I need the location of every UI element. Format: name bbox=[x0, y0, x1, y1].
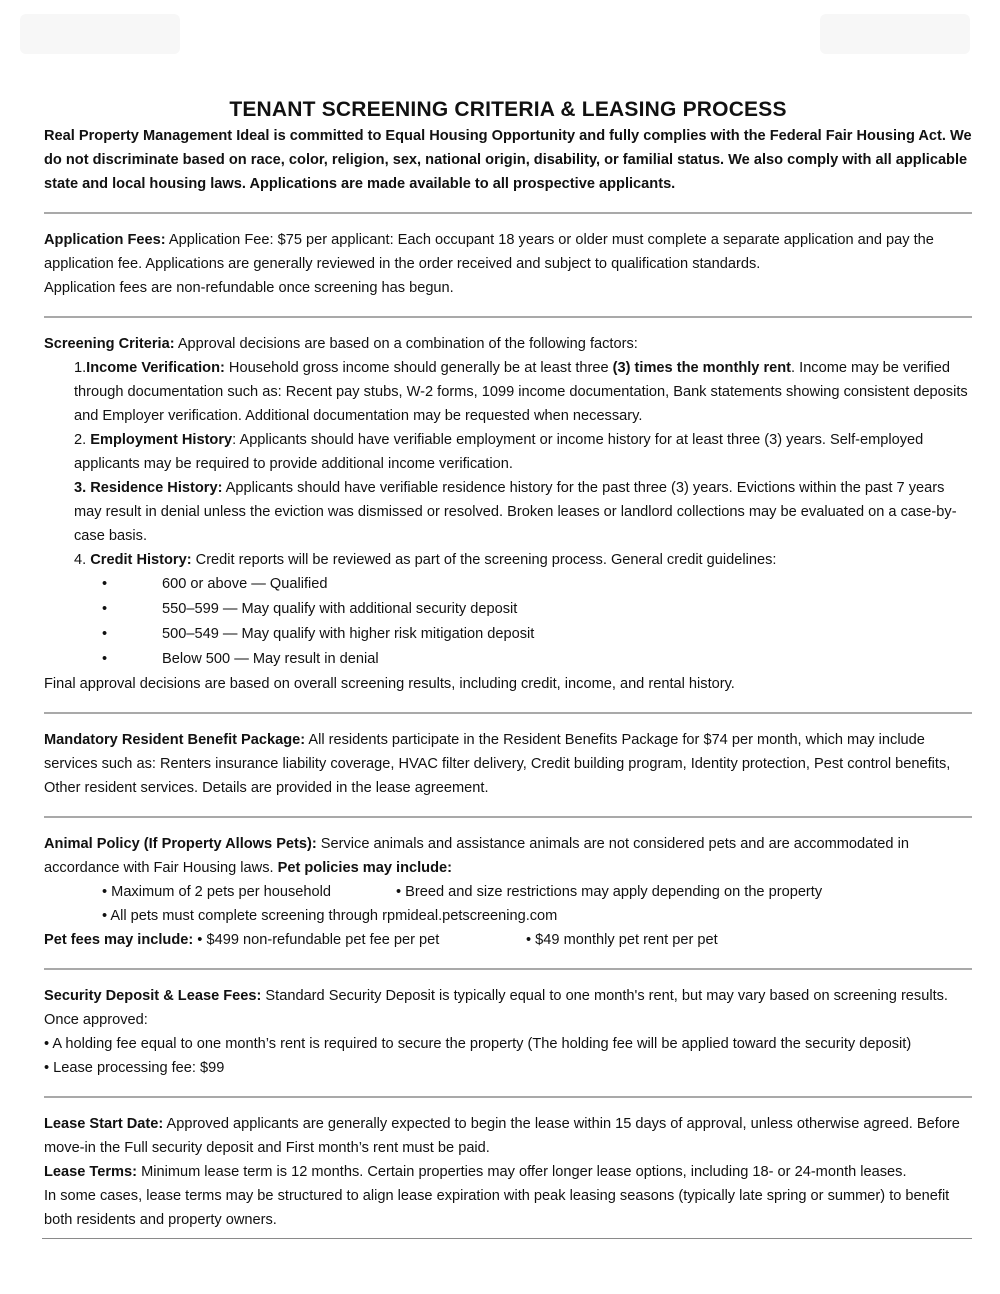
employment-history-item: 2. Employment History: Applicants should have verifiable employment or income history for at least three (3) years. Self-employed applicants may be required to provide additional income verification. bbox=[74, 432, 924, 472]
pet-fees-row: Pet fees may include: • $499 non-refundable pet fee per pet • $49 monthly pet rent per pet bbox=[44, 932, 718, 948]
section-divider bbox=[44, 1096, 972, 1098]
faded-header-left bbox=[20, 14, 180, 54]
document-page bbox=[44, 96, 972, 1239]
security-deposit-label: Security Deposit & Lease Fees: bbox=[44, 988, 262, 1004]
screening-text: Approval decisions are based on a combination of the following factors: bbox=[174, 336, 638, 352]
lease-section: Lease Start Date: Approved applicants are generally expected to begin the lease within 15 days of approval, unless otherwise agreed. Before move-in the Full security deposit and First month’s rent must be paid. Lease Terms: Minimum lease term is 12 months. Certain properties may offer longer lease options, including 18- or 24-month leases. In some cases, lease terms may be structured to align lease expiration with peak leasing seasons (typically late spring or summer) to benefit both residents and property owners. bbox=[44, 1112, 972, 1232]
lease-alignment-note: In some cases, lease terms may be structured to align lease expiration with peak leasing seasons (typically late spring or summer) to benefit both residents and property owners. bbox=[44, 1188, 950, 1228]
application-fees-label: Application Fees: bbox=[44, 232, 166, 248]
bottom-divider bbox=[42, 1238, 972, 1239]
benefit-text: All residents participate in the Resident Benefits Package for $74 per month, which may include services such as: Renters insurance liability coverage, HVAC filter delivery, Credit building program, Identity protection, Pest control benefits, Other resident services. Details are provided in the lease agreement. bbox=[44, 732, 951, 796]
document-title: TENANT SCREENING CRITERIA & LEASING PROCESS bbox=[229, 98, 787, 121]
section-divider bbox=[44, 316, 972, 318]
lease-terms-label: Lease Terms: bbox=[44, 1164, 138, 1180]
list-item: • Below 500 — May result in denial bbox=[44, 647, 972, 672]
final-approval-note: Final approval decisions are based on overall screening results, including credit, income, and rental history. bbox=[44, 676, 735, 692]
faded-header-right bbox=[820, 14, 970, 54]
screening-criteria-section bbox=[44, 332, 972, 696]
list-item: • 550–599 — May qualify with additional security deposit bbox=[44, 597, 972, 622]
section-divider bbox=[44, 212, 972, 214]
pet-policy-row: • Maximum of 2 pets per household • Breed and size restrictions may apply depending on the property bbox=[102, 884, 823, 900]
bullet-icon: • bbox=[102, 651, 108, 667]
credit-history-item: 4. Credit History: Credit reports will be reviewed as part of the screening process. General credit guidelines: bbox=[74, 552, 777, 568]
section-divider bbox=[44, 968, 972, 970]
bullet-icon: • bbox=[102, 576, 108, 592]
pet-policy-row: • All pets must complete screening through rpmideal.petscreening.com bbox=[102, 908, 558, 924]
animal-policy-section: Animal Policy (If Property Allows Pets): Service animals and assistance animals are not considered pets and are accommodated in accordance with Fair Housing laws. Pet policies may include: • Maximum of 2 pets per household • Breed and size restrictions may apply depending on the property • All pets must complete screening through rpmideal.petscreening.com Pet fees may include: • $499 non-refundable pet fee per pet • $49 monthly pet rent per pet bbox=[44, 832, 972, 952]
income-verification-item: 1.Income Verification: Household gross income should generally be at least three (3) times the monthly rent. Income may be verified through documentation such as: Recent pay stubs, W-2 forms, 1099 income documentation, Bank statements showing consistent deposits and Employer verification. Additional documentation may be requested when necessary. bbox=[74, 360, 968, 424]
bullet-icon: • bbox=[102, 626, 108, 642]
credit-guidelines-list bbox=[44, 572, 972, 672]
section-divider bbox=[44, 816, 972, 818]
benefit-package-section bbox=[44, 728, 972, 800]
screening-label: Screening Criteria: bbox=[44, 336, 175, 352]
application-fees-note: Application fees are non-refundable once screening has begun. bbox=[44, 280, 454, 296]
animal-policy-label: Animal Policy (If Property Allows Pets): bbox=[44, 836, 317, 852]
list-item: • 500–549 — May qualify with higher risk mitigation deposit bbox=[44, 622, 972, 647]
benefit-label: Mandatory Resident Benefit Package: bbox=[44, 732, 306, 748]
bullet-icon: • bbox=[102, 601, 108, 617]
application-fees-text: Application Fee: $75 per applicant: Each occupant 18 years or older must complete a separate application and pay the application fee. Applications are generally reviewed in the order received and subject to qualification standards. bbox=[44, 232, 934, 272]
security-deposit-section: Security Deposit & Lease Fees: Standard Security Deposit is typically equal to one month's rent, but may vary based on screening results. Once approved: • A holding fee equal to one month’s rent is required to secure the property (The holding fee will be applied toward the security deposit) • Lease processing fee: $99 bbox=[44, 984, 972, 1080]
section-divider bbox=[44, 712, 972, 714]
lease-start-label: Lease Start Date: bbox=[44, 1116, 164, 1132]
holding-fee-item: • A holding fee equal to one month’s rent is required to secure the property (The holding fee will be applied toward the security deposit) bbox=[44, 1036, 912, 1052]
intro-statement: Real Property Management Ideal is committed to Equal Housing Opportunity and fully complies with the Federal Fair Housing Act. We do not discriminate based on race, color, religion, sex, national origin, disability, or familial status. We also comply with all applicable state and local housing laws. Applications are made available to all prospective applicants. bbox=[44, 128, 972, 192]
lease-processing-fee-item: • Lease processing fee: $99 bbox=[44, 1060, 225, 1076]
residence-history-item: 3. Residence History: Applicants should have verifiable residence history for the past three (3) years. Evictions within the past 7 years may result in denial unless the eviction was dismissed or resolved. Broken leases or landlord collections may be evaluated on a case-by-case basis. bbox=[74, 480, 957, 544]
list-item: • 600 or above — Qualified bbox=[44, 572, 972, 597]
application-fees-section bbox=[44, 228, 972, 300]
